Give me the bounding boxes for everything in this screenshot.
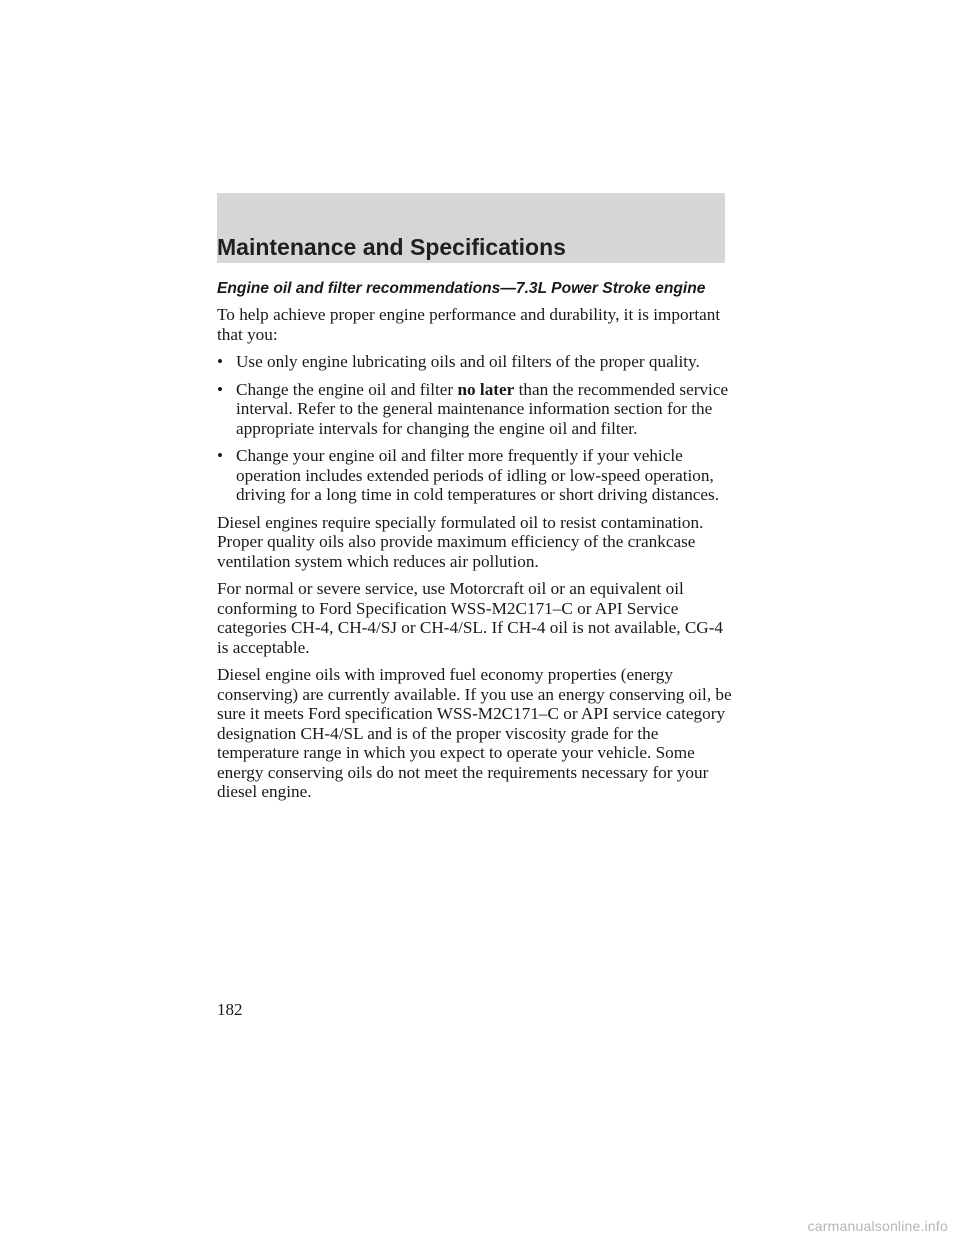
bullet-mark: •: [217, 352, 224, 371]
watermark: carmanualsonline.info: [807, 1218, 948, 1234]
bullet-item: [217, 380, 737, 439]
body-paragraph: Diesel engine oils with improved fuel economy properties (energy conserving) are currently available. If you use an energy conserving oil, be sure it meets Ford specification WSS-M2C171–C or API service category designation CH-4/SL and is of the proper viscosity grade for the temperature range in which you expect to operate your vehicle. Some energy conserving oils do not meet the requirements necessary for your diesel engine.: [217, 665, 732, 801]
page-number: 182: [217, 1000, 243, 1019]
bullet-mark: •: [217, 379, 224, 399]
subheading: Engine oil and filter recommendations—7.3L Power Stroke engine: [217, 280, 706, 297]
section-title: Maintenance and Specifications: [217, 234, 566, 260]
bullet-mark: •: [217, 446, 224, 465]
bullet-item: [217, 352, 737, 372]
bullet-text: Change the engine oil and filter: [236, 379, 458, 399]
bullet-text: Use only engine lubricating oils and oil filters of the proper quality.: [236, 352, 700, 371]
intro-paragraph: To help achieve proper engine performance and durability, it is important that you:: [217, 305, 721, 344]
body-paragraph: Diesel engines require specially formulated oil to resist contamination. Proper quality oils also provide maximum efficiency of the crankcase ventilation system which reduces air pollution.: [217, 512, 704, 571]
bullet-text: Change your engine oil and filter more frequently if your vehicle operation includes extended periods of idling or low-speed operation, driving for a long time in cold temperatures or short driving distances.: [236, 446, 720, 504]
body-paragraph: For normal or severe service, use Motorcraft oil or an equivalent oil conforming to Ford Specification WSS-M2C171–C or API Service categories CH-4, CH-4/SJ or CH-4/SL. If CH-4 oil is not available, CG-4 is acceptable.: [217, 579, 724, 657]
page-content: [217, 279, 737, 810]
bullet-item: [217, 446, 737, 505]
bullet-emphasis: no later: [457, 379, 515, 399]
section-header-band: [217, 193, 725, 263]
bullet-list: [217, 352, 737, 505]
bullet-text: than the recommended service interval. Refer to the general maintenance information section for the appropriate intervals for changing the engine oil and filter.: [236, 379, 729, 438]
